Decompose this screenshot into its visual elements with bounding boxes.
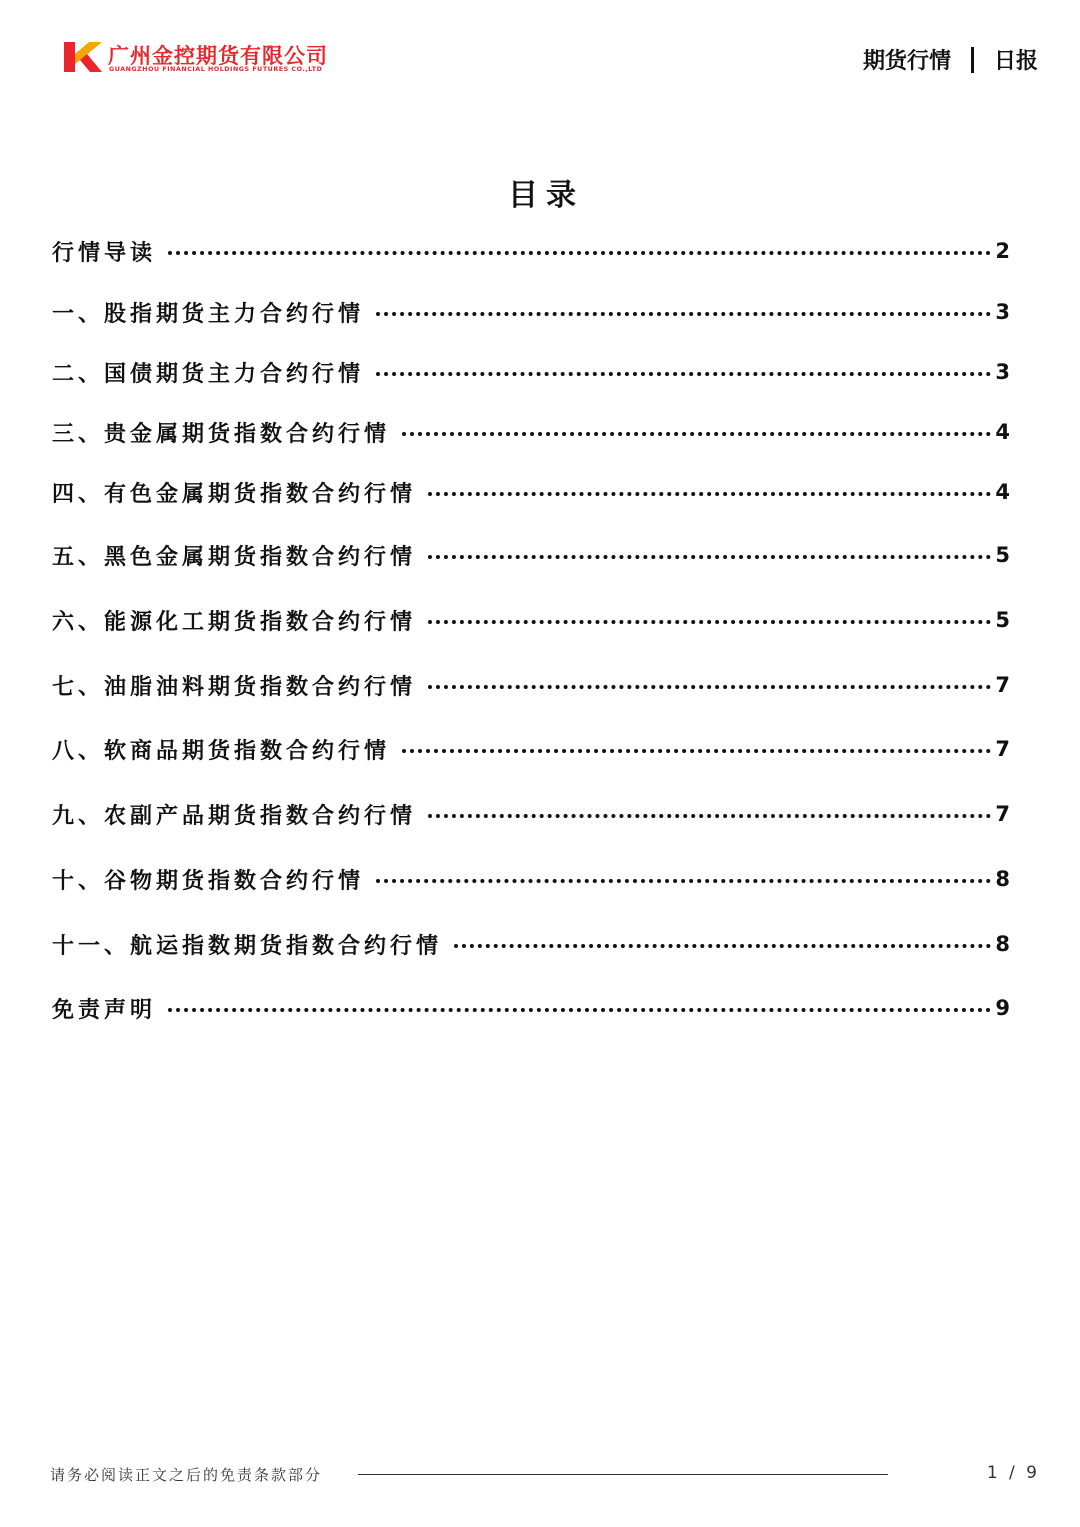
toc-entry[interactable] bbox=[52, 927, 1010, 961]
toc-entry-page: 2 bbox=[995, 239, 1010, 263]
toc-leader-dots bbox=[402, 432, 991, 436]
toc-entry-label: 九、农副产品期货指数合约行情 bbox=[52, 803, 417, 829]
toc-entry-label: 十一、航运指数期货指数合约行情 bbox=[52, 933, 443, 959]
toc-entry[interactable] bbox=[52, 668, 1010, 702]
toc-entry-label: 十、谷物期货指数合约行情 bbox=[52, 868, 365, 894]
toc-leader-dots bbox=[428, 814, 991, 818]
toc-entry-label: 二、国债期货主力合约行情 bbox=[52, 361, 365, 387]
toc-title: 目录 bbox=[508, 178, 584, 213]
toc-entry-page: 5 bbox=[995, 543, 1010, 567]
toc-entry[interactable] bbox=[52, 732, 1010, 766]
toc-entry-page: 4 bbox=[995, 480, 1010, 504]
logo-company-name-en: GUANGZHOU FINANCIAL HOLDINGS FUTURES CO.,LTD bbox=[109, 66, 323, 73]
toc-entry[interactable] bbox=[52, 234, 1010, 268]
toc-entry-label: 免责声明 bbox=[52, 997, 157, 1023]
toc-entry-label: 四、有色金属期货指数合约行情 bbox=[52, 481, 417, 507]
disclaimer-note: 请务必阅读正文之后的免责条款部分 bbox=[50, 1466, 323, 1484]
footer-divider bbox=[358, 1474, 888, 1475]
toc-leader-dots bbox=[454, 944, 991, 948]
toc-leader-dots bbox=[428, 492, 991, 496]
toc-entry-label: 七、油脂油料期货指数合约行情 bbox=[52, 674, 417, 700]
toc-entry-page: 8 bbox=[995, 867, 1010, 891]
toc-entry-page: 3 bbox=[995, 360, 1010, 384]
toc-entry[interactable] bbox=[52, 415, 1010, 449]
toc-leader-dots bbox=[402, 749, 991, 753]
toc-leader-dots bbox=[376, 879, 991, 883]
toc-entry-page: 7 bbox=[995, 737, 1010, 761]
toc-entry-label: 六、能源化工期货指数合约行情 bbox=[52, 609, 417, 635]
toc-entry-label: 三、贵金属期货指数合约行情 bbox=[52, 421, 391, 447]
header-divider bbox=[971, 47, 974, 73]
toc-leader-dots bbox=[376, 312, 991, 316]
toc-entry-label: 五、黑色金属期货指数合约行情 bbox=[52, 544, 417, 570]
toc-entry[interactable] bbox=[52, 991, 1010, 1025]
report-type: 日报 bbox=[993, 49, 1038, 74]
toc-entry-page: 9 bbox=[995, 996, 1010, 1020]
page-indicator: 1 / 9 bbox=[986, 1463, 1040, 1483]
toc-entry-label: 行情导读 bbox=[52, 240, 157, 266]
toc-entry-page: 8 bbox=[995, 932, 1010, 956]
toc-entry[interactable] bbox=[52, 475, 1010, 509]
toc-entry-label: 一、股指期货主力合约行情 bbox=[52, 301, 365, 327]
toc-entry[interactable] bbox=[52, 538, 1010, 572]
toc-leader-dots bbox=[168, 1008, 991, 1012]
toc-entry-label: 八、软商品期货指数合约行情 bbox=[52, 738, 391, 764]
toc-entry[interactable] bbox=[52, 295, 1010, 329]
toc-leader-dots bbox=[168, 251, 991, 255]
toc-entry[interactable] bbox=[52, 355, 1010, 389]
company-logo bbox=[64, 40, 364, 80]
k-logo-icon bbox=[64, 40, 104, 74]
logo-company-name-cn: 广州金控期货有限公司 bbox=[108, 44, 328, 68]
toc-entry[interactable] bbox=[52, 603, 1010, 637]
report-category: 期货行情 bbox=[862, 49, 951, 74]
page-header bbox=[0, 0, 1080, 110]
toc-entry-page: 3 bbox=[995, 300, 1010, 324]
toc-entry-page: 4 bbox=[995, 420, 1010, 444]
toc-leader-dots bbox=[376, 372, 991, 376]
toc-leader-dots bbox=[428, 555, 991, 559]
toc-leader-dots bbox=[428, 620, 991, 624]
toc-entry[interactable] bbox=[52, 862, 1010, 896]
toc-entry-page: 5 bbox=[995, 608, 1010, 632]
toc-entry[interactable] bbox=[52, 797, 1010, 831]
toc-leader-dots bbox=[428, 685, 991, 689]
header-report-label bbox=[863, 44, 1038, 75]
toc-entry-page: 7 bbox=[995, 673, 1010, 697]
toc-entry-page: 7 bbox=[995, 802, 1010, 826]
